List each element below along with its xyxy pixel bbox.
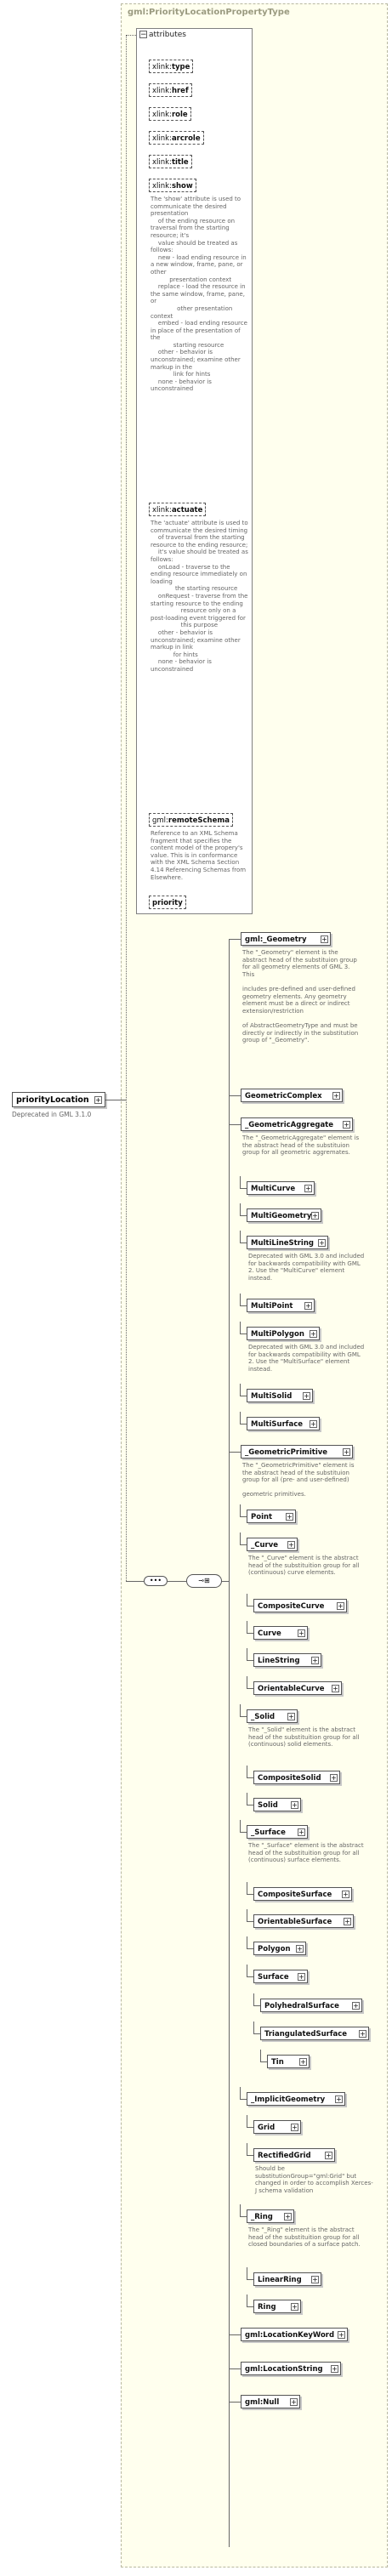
element-label: Point bbox=[251, 1513, 273, 1521]
expand-icon[interactable]: + bbox=[333, 1092, 339, 1100]
element-connector bbox=[247, 1976, 253, 1977]
element-doc: The "_Ring" element is the abstract head of the substituition group for all closed boundaries of a surface patch. bbox=[248, 2226, 361, 2249]
element-rectified-grid[interactable] bbox=[253, 2148, 335, 2162]
element-tree-line bbox=[240, 1203, 241, 1215]
element-connector bbox=[247, 1688, 253, 1689]
element-surface[interactable] bbox=[253, 1970, 308, 1983]
expand-icon[interactable]: + bbox=[298, 1828, 304, 1836]
element-composite-curve[interactable] bbox=[253, 1599, 347, 1612]
element-tree-line bbox=[240, 1704, 241, 1716]
element-label: MultiPolygon bbox=[251, 1330, 304, 1339]
element-tree-line bbox=[240, 1176, 241, 1188]
expand-icon[interactable]: + bbox=[297, 1945, 303, 1953]
element-orientable-curve[interactable] bbox=[253, 1681, 342, 1695]
element-multi-point[interactable] bbox=[247, 1299, 315, 1312]
priority-location-element[interactable]: priorityLocation + bbox=[12, 1092, 105, 1107]
attributes-connector-line bbox=[126, 35, 127, 1581]
element-geometry[interactable] bbox=[241, 932, 331, 946]
element-multi-line-string[interactable] bbox=[247, 1236, 328, 1249]
expand-icon[interactable]: + bbox=[319, 1239, 325, 1247]
expand-icon[interactable]: + bbox=[343, 1891, 349, 1898]
element-tree-line bbox=[240, 1231, 241, 1243]
sequence-connector bbox=[126, 1581, 144, 1582]
element-label: gml:Null bbox=[245, 2398, 280, 2407]
expand-icon[interactable]: + bbox=[298, 1629, 304, 1637]
element-doc: Should be substitutionGroup="gml:Grid" but changed in order to accomplish Xerces-J schema validation bbox=[255, 2165, 373, 2194]
element-label: OrientableSurface bbox=[258, 1918, 332, 1926]
element-label: OrientableCurve bbox=[258, 1685, 325, 1693]
element-label: LinearRing bbox=[258, 2276, 302, 2284]
element-polyhedral-surface[interactable] bbox=[260, 1999, 362, 2012]
element-label: RectifiedGrid bbox=[258, 2152, 311, 2160]
element-connector bbox=[240, 2216, 247, 2217]
element-line-string[interactable] bbox=[253, 1653, 321, 1667]
element-triangulated-surface[interactable] bbox=[260, 2027, 369, 2040]
element-label: LineString bbox=[258, 1657, 300, 1665]
element-label: CompositeSolid bbox=[258, 1774, 321, 1783]
collapse-icon[interactable]: − bbox=[140, 31, 147, 39]
element-connector bbox=[247, 1633, 253, 1634]
element-connector bbox=[260, 2061, 267, 2062]
expand-icon[interactable]: + bbox=[300, 2058, 306, 2066]
element-connector bbox=[247, 1948, 253, 1949]
element-doc: The "_Curve" element is the abstract head of the substituition group for all (continuous) curve elements. bbox=[248, 1555, 361, 1577]
element-label: Tin bbox=[271, 2058, 284, 2067]
expand-icon[interactable]: + bbox=[292, 2303, 298, 2311]
element-doc: The "_Surface" element is the abstract head of the substituition group for all (continuous) surface elements. bbox=[248, 1842, 366, 1864]
element-label: _ImplicitGeometry bbox=[251, 2095, 326, 2104]
expand-icon[interactable]: + bbox=[310, 1420, 316, 1428]
expand-icon[interactable]: + bbox=[312, 2276, 318, 2283]
element-multi-surface[interactable] bbox=[247, 1417, 320, 1430]
element-multi-curve[interactable] bbox=[247, 1181, 315, 1195]
element-label: gml:_Geometry bbox=[245, 935, 307, 944]
element-connector bbox=[247, 2279, 253, 2280]
element-connector bbox=[240, 1188, 247, 1189]
element-label: CompositeCurve bbox=[258, 1602, 325, 1611]
element-connector bbox=[247, 1921, 253, 1922]
expand-icon[interactable]: + bbox=[310, 1330, 316, 1338]
element-multi-polygon[interactable] bbox=[247, 1327, 320, 1340]
choice-compositor-icon[interactable]: ⊸⊞ bbox=[186, 1574, 222, 1588]
expand-icon[interactable]: + bbox=[312, 1657, 318, 1664]
element-tree-line bbox=[240, 2087, 241, 2099]
sequence-compositor-icon[interactable]: ••• bbox=[144, 1576, 168, 1586]
element-tree-line bbox=[240, 1294, 241, 1305]
element-orientable-surface[interactable] bbox=[253, 1914, 354, 1928]
element-linear-ring[interactable] bbox=[253, 2272, 321, 2286]
element-geometric-primitive[interactable] bbox=[241, 1445, 353, 1459]
element-multi-solid[interactable] bbox=[247, 1389, 313, 1402]
expand-icon[interactable]: + bbox=[321, 935, 327, 943]
element-tree-line bbox=[240, 1504, 241, 1516]
element-geometric-aggregate[interactable] bbox=[241, 1117, 353, 1131]
element-label: MultiCurve bbox=[251, 1185, 296, 1193]
element-multi-geometry[interactable] bbox=[247, 1208, 321, 1222]
element-label: _Curve bbox=[251, 1541, 279, 1550]
attribute-actuate[interactable]: xlink:actuate bbox=[149, 503, 206, 516]
element-tree-line bbox=[253, 2022, 254, 2033]
element-solid[interactable] bbox=[253, 1798, 301, 1811]
element-connector bbox=[253, 2033, 260, 2034]
element-label: MultiSolid bbox=[251, 1392, 293, 1401]
element-connector bbox=[247, 1660, 253, 1661]
element-label: TriangulatedSurface bbox=[264, 2030, 348, 2039]
attribute-type[interactable]: xlink:type bbox=[149, 60, 193, 73]
expand-icon[interactable]: + bbox=[292, 2124, 298, 2131]
element-connector bbox=[240, 1333, 247, 1334]
expand-icon[interactable]: + bbox=[304, 1392, 310, 1400]
element-connector bbox=[229, 2334, 241, 2335]
element-connector bbox=[247, 2155, 253, 2156]
element-connector bbox=[240, 1516, 247, 1517]
element-connector bbox=[240, 1305, 247, 1306]
expand-icon[interactable]: + bbox=[305, 1185, 311, 1192]
attribute-priority[interactable]: priority bbox=[149, 896, 186, 909]
element-label: CompositeSurface bbox=[258, 1891, 332, 1899]
element-connector bbox=[229, 2402, 241, 2403]
element-curve[interactable] bbox=[247, 1538, 298, 1551]
element-connector bbox=[229, 1124, 241, 1125]
expand-icon[interactable]: + bbox=[288, 1541, 294, 1549]
attribute-show[interactable]: xlink:show bbox=[149, 179, 196, 192]
element-doc: The "_GeometricPrimitive" element is the abstract head of the substituion group for all (pre- and user-defined) geometric primitives. bbox=[242, 1462, 355, 1498]
element-connector bbox=[240, 1832, 247, 1833]
expand-icon[interactable]: + bbox=[360, 2030, 366, 2038]
element-tree-line bbox=[260, 2050, 261, 2061]
expand-icon[interactable]: + bbox=[353, 2002, 359, 2010]
element-connector bbox=[240, 1215, 247, 1216]
element-label: MultiPoint bbox=[251, 1302, 293, 1311]
element-doc: The "_Geometry" element is the abstract head of the substituion group for all geometry elements of GML 3. This includes pre-defined and user-defined geometry elements. Any geometry element must be a direct or indirect extension/restriction of AbstractGeometryType and must be directly or indirectly in the substitution group of "_Geometry". bbox=[242, 949, 359, 1044]
element-label: gml:LocationKeyWord bbox=[245, 2331, 335, 2340]
element-connector bbox=[253, 2005, 260, 2006]
element-tree-line bbox=[240, 1412, 241, 1424]
element-doc: Deprecated with GML 3.0 and included for backwards compatibility with GML 2. Use the "MultiCurve" element instead. bbox=[248, 1253, 366, 1282]
element-connector bbox=[240, 2099, 247, 2100]
element-curve[interactable] bbox=[253, 1626, 308, 1640]
element-doc: The "_GeometricAggregate" element is the abstract head of the substituion group for all geometric aggremates. bbox=[242, 1134, 361, 1157]
element-label: Ring bbox=[258, 2303, 276, 2312]
element-null[interactable] bbox=[241, 2395, 300, 2408]
element-ring[interactable] bbox=[247, 2209, 294, 2223]
element-surface[interactable] bbox=[247, 1825, 308, 1839]
expand-icon[interactable]: + bbox=[332, 2365, 338, 2373]
expand-icon[interactable]: + bbox=[291, 2398, 297, 2406]
element-composite-surface[interactable] bbox=[253, 1887, 352, 1901]
element-connector bbox=[247, 2127, 253, 2128]
attribute-role[interactable]: xlink:role bbox=[149, 107, 191, 121]
attribute-actuate-doc: The 'actuate' attribute is used to communicate the desired timing of traversal from the starting resource to the ending resource; it's value should be treated as follows: onLoad - traverse to the ending resource immediately on loading the starting resource onRequest - traverse from the starting resource to the ending resource only on a post-loading event triggered for this purpose other - behavior is unconstrained; examine other markup in link for hints none - behavior is unconstrained bbox=[151, 520, 248, 673]
element-label: gml:LocationString bbox=[245, 2365, 323, 2374]
choice-out-connector bbox=[222, 1581, 229, 1582]
element-tree-line bbox=[240, 2204, 241, 2216]
element-label: Surface bbox=[258, 1973, 289, 1982]
expand-icon[interactable]: + bbox=[344, 1121, 349, 1129]
element-connector bbox=[229, 939, 241, 940]
expand-icon[interactable]: + bbox=[344, 1918, 350, 1925]
element-label: Grid bbox=[258, 2124, 276, 2132]
element-solid[interactable] bbox=[247, 1709, 298, 1723]
element-tree-line bbox=[240, 1820, 241, 1832]
expand-icon[interactable]: + bbox=[338, 2331, 344, 2339]
choice-branch-line bbox=[229, 939, 230, 2547]
element-connector bbox=[247, 1894, 253, 1895]
element-grid[interactable] bbox=[253, 2120, 301, 2134]
expand-icon[interactable]: + bbox=[338, 1602, 344, 1610]
expand-icon[interactable]: + bbox=[331, 1774, 337, 1782]
expand-icon[interactable]: + bbox=[285, 2213, 291, 2221]
expand-icon[interactable]: + bbox=[336, 2095, 342, 2103]
element-doc: The "_Solid" element is the abstract head of the substituition group for all (continuous) solid elements. bbox=[248, 1726, 361, 1749]
attribute-remoteschema-doc: Reference to an XML Schema fragment that specifies the content model of the propery's value. This is in conformance with the XML Schema Section 4.14 Referencing Schemas from Elsewhere. bbox=[151, 830, 248, 881]
expand-icon[interactable]: + bbox=[312, 1212, 318, 1220]
element-doc: Deprecated with GML 3.0 and included for backwards compatibility with GML 2. Use the "MultiSurface" element instead. bbox=[248, 1344, 366, 1373]
element-connector bbox=[247, 1777, 253, 1778]
element-label: MultiSurface bbox=[251, 1420, 304, 1429]
element-implicit-geometry[interactable] bbox=[247, 2092, 345, 2106]
element-label: _GeometricPrimitive bbox=[245, 1448, 328, 1457]
attribute-show-doc: The 'show' attribute is used to communicate the desired presentation of the ending resource on traversal from the starting resource; it's value should be treated as follows: new - load ending resource in a new window, frame, pane, or other presentation context replace - load the resource in the same window, frame, pane, or other presentation context embed - load ending resource in place of the presentation of the starting resource other - behavior is unconstrained; examine other markup in the link for hints none - behavior is unconstrained bbox=[151, 196, 247, 393]
expand-icon[interactable]: + bbox=[95, 1096, 101, 1104]
element-connector bbox=[229, 1452, 241, 1453]
expand-icon[interactable]: + bbox=[288, 1713, 294, 1720]
attributes-connector-tick bbox=[126, 35, 136, 36]
expand-icon[interactable]: + bbox=[326, 2152, 332, 2159]
element-label: _Solid bbox=[251, 1713, 276, 1721]
element-label: MultiGeometry bbox=[251, 1212, 312, 1220]
element-ring[interactable] bbox=[253, 2300, 301, 2313]
expand-icon[interactable]: + bbox=[344, 1448, 349, 1456]
element-location-key-word[interactable] bbox=[241, 2328, 348, 2341]
element-polygon[interactable] bbox=[253, 1942, 306, 1955]
expand-icon[interactable]: + bbox=[287, 1513, 293, 1521]
expand-icon[interactable]: + bbox=[332, 1685, 338, 1692]
expand-icon[interactable]: + bbox=[298, 1973, 304, 1981]
element-tree-line bbox=[240, 1384, 241, 1396]
element-label: GeometricComplex bbox=[245, 1092, 322, 1100]
element-label: _GeometricAggregate bbox=[245, 1121, 334, 1129]
attribute-title[interactable]: xlink:title bbox=[149, 155, 192, 168]
choice-connector bbox=[168, 1581, 186, 1582]
attributes-header[interactable]: − attributes bbox=[140, 31, 186, 39]
element-point[interactable] bbox=[247, 1510, 296, 1523]
attribute-remoteschema[interactable]: gml:remoteSchema bbox=[149, 813, 233, 827]
attribute-href[interactable]: xlink:href bbox=[149, 83, 192, 97]
element-connector bbox=[247, 2306, 253, 2307]
expand-icon[interactable]: + bbox=[305, 1302, 311, 1310]
element-tree-line bbox=[240, 1533, 241, 1544]
deprecation-note: Deprecated in GML 3.1.0 bbox=[12, 1111, 92, 1118]
element-tin[interactable] bbox=[267, 2055, 310, 2068]
element-connector bbox=[240, 1544, 247, 1545]
expand-icon[interactable]: + bbox=[292, 1801, 298, 1809]
element-composite-solid[interactable] bbox=[253, 1771, 340, 1784]
element-label: MultiLineString bbox=[251, 1239, 314, 1248]
element-label: _Ring bbox=[251, 2213, 273, 2221]
element-connector bbox=[229, 1095, 241, 1096]
element-connector bbox=[240, 1716, 247, 1717]
complex-type-title: gml:PriorityLocationPropertyType bbox=[128, 8, 290, 17]
attribute-arcrole[interactable]: xlink:arcrole bbox=[149, 131, 204, 145]
element-label: Curve bbox=[258, 1629, 281, 1638]
element-tree-line bbox=[253, 1993, 254, 2005]
element-label: Polygon bbox=[258, 1945, 291, 1953]
element-location-string[interactable] bbox=[241, 2362, 341, 2375]
element-label: PolyhedralSurface bbox=[264, 2002, 339, 2010]
element-tree-line bbox=[240, 1322, 241, 1333]
element-geometric-complex[interactable] bbox=[241, 1089, 343, 1102]
element-label: _Surface bbox=[251, 1828, 286, 1837]
element-label: Solid bbox=[258, 1801, 278, 1810]
element-connector bbox=[229, 2368, 241, 2369]
